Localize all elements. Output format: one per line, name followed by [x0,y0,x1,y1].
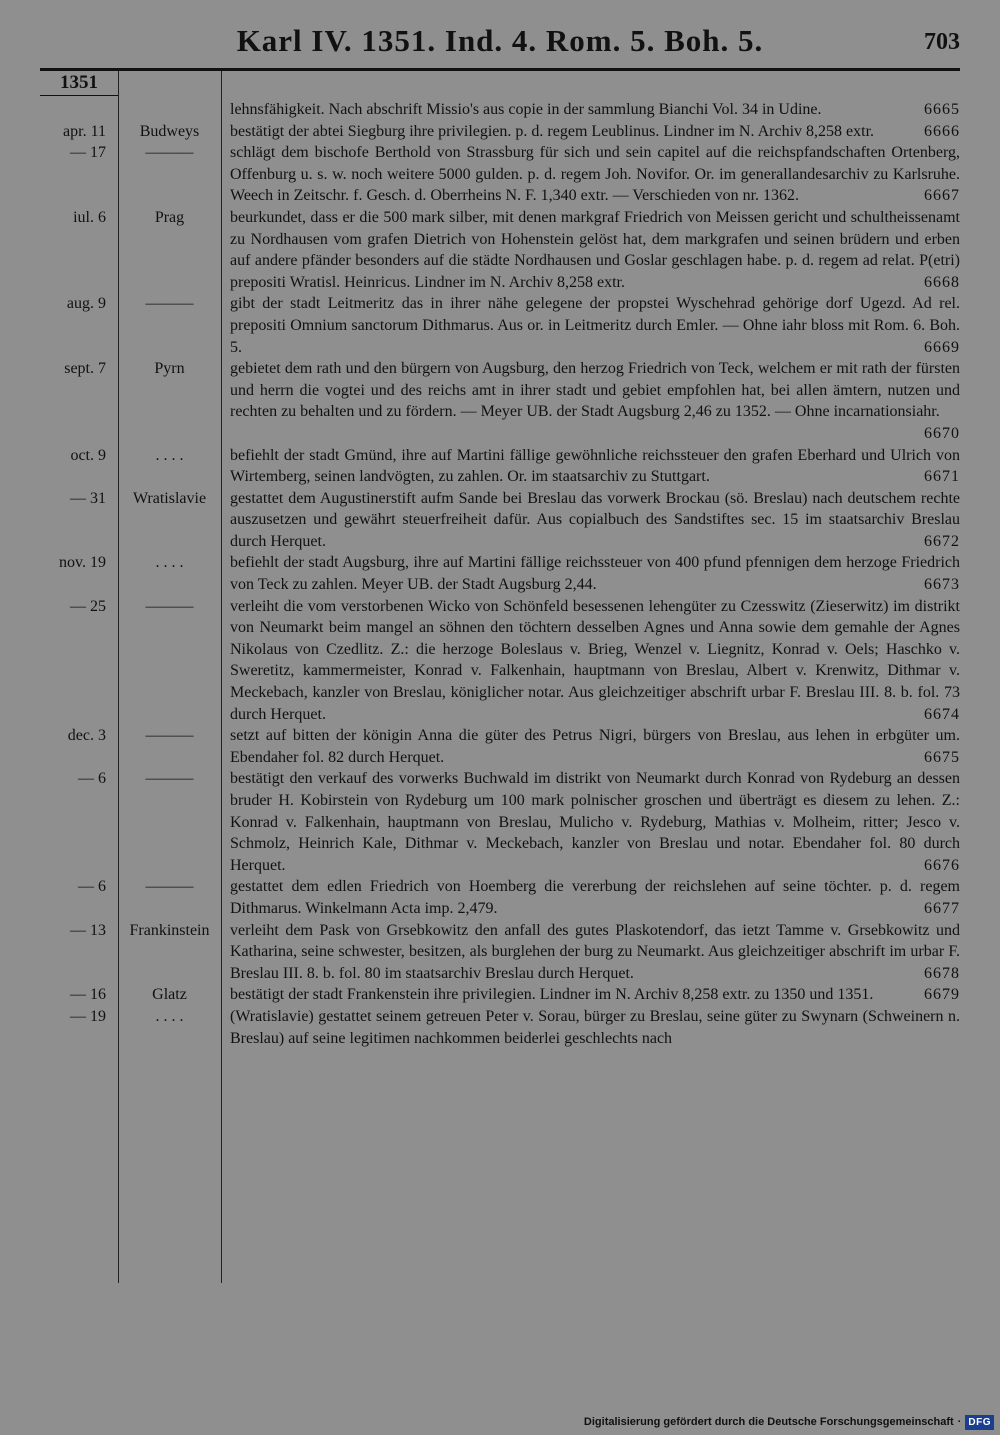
entry-date: nov. 19 [59,554,106,572]
entry-date: — 31 [70,489,106,507]
entry-number: 6673 [924,576,960,594]
entry-text-block [221,121,960,143]
entry-row [40,920,960,985]
entry-place: Prag [154,208,185,226]
entry-row [40,552,960,595]
page-header [40,22,960,62]
entry-row [40,142,960,207]
entry-date: — 13 [70,921,106,939]
entry-row [40,293,960,358]
entry-text-block [221,596,960,726]
entry-row [40,1006,960,1049]
entry-number: 6665 [924,101,960,118]
entry-text-block [221,99,960,121]
entry-text-block [221,768,960,876]
entry-number: 6675 [924,748,960,766]
entry-text: setzt auf bitten der königin Anna die güter des Petrus Nigri, bürgers von Breslau, aus lehen in erbgüter um. Ebendaher fol. 82 durch Herquet. [230,727,960,766]
entry-row [40,596,960,726]
entry-date: iul. 6 [73,208,106,226]
entry-number: 6670 [924,424,960,442]
entry-place: Pyrn [154,360,185,378]
dot-separator: · [957,1416,962,1428]
entry-place: ——— [145,144,194,162]
entry-text: beurkundet, dass er die 500 mark silber, mit denen markgraf Friedrich von Meissen gericht und schultheissenamt zu Nordhausen vom grafen Dietrich von Hohenstein gelöst hat, dem markgrafen und seinen brüdern und erben auf andere pfänder besonders auf die städte Nordhausen und Goslar geschlagen habe. p. d. regem ad relat. P(etri) prepositi Wratisl. Heinricus. Lindner im N. Archiv 8,258 extr. [230,208,960,291]
entry-number: 6669 [924,338,960,356]
entry-text: verleiht dem Pask von Grsebkowitz den anfall des gutes Plaskotendorf, das ietzt Tamme v. Grsebkowitz und Katharina, seine schwester, besitzen, als burglehen der burg zu Neumarkt. Aus gleichzeitiger abschrift im urbar F. Breslau III. 8. b. fol. 80 im staatsarchiv Breslau durch Herquet. [230,921,960,982]
entry-date: — 16 [70,986,106,1004]
year-label: 1351 [40,71,118,96]
entry-text: gestattet dem edlen Friedrich von Hoemberg die vererbung der reichslehen auf seine töchter. p. d. regem Dithmarus. Winkelmann Acta imp. 2,479. [230,878,960,917]
entry-date: apr. 11 [63,122,106,140]
entry-text-block [221,552,960,595]
entry-place: . . . . [155,446,184,464]
entry-number: 6672 [924,532,960,550]
dfg-logo-icon: DFG [965,1415,994,1430]
entry-number: 6677 [924,899,960,917]
entry-text: bestätigt den verkauf des vorwerks Buchwald im distrikt von Neumarkt durch Konrad von Rydeburg an dessen bruder H. Kobirstein von Rydeburg um 100 mark polnischer groschen und überträgt es diesem zu lehen. Z.: Konrad v. Falkenhain, hauptmann von Breslau, Mulicho v. Rydeburg, Mathias v. Molheim, ritter; Jesco v. Schmolz, Heinrich Kale, Dithmar v. Meckebach, kanzler von Breslau und notar. Ebendaher fol. 80 durch Herquet. [230,770,960,874]
page-number: 703 [924,29,960,55]
entry-text-block [221,358,960,444]
regesta-entries [40,99,960,1049]
entry-place: ——— [145,597,194,615]
entry-text-block [221,142,960,207]
entry-date: — 17 [70,144,106,162]
entry-text-block [221,876,960,919]
entry-place: . . . . [155,1007,184,1025]
entry-text-block [221,1006,960,1049]
header-rule [40,68,960,71]
entry-text-block [221,920,960,985]
entry-date: — 6 [78,878,106,896]
entry-row [40,768,960,876]
entry-text-block [221,725,960,768]
entry-number: 6674 [924,705,960,723]
entry-number: 6668 [924,273,960,291]
entry-number: 6666 [924,122,960,140]
entry-text-block [221,984,960,1006]
entry-number: 6679 [924,986,960,1004]
entry-text-block [221,293,960,358]
entry-date: sept. 7 [64,360,106,378]
entry-text: gebietet dem rath und den bürgern von Augsburg, den herzog Friedrich von Teck, welchem er mit rath der fürsten und herrn die vogtei und des reichs amt in ihrer stadt und gebiet empfohlen hat, bei allen ämtern, nutzen und rechten zu behalten und zu fördern. — Meyer UB. der Stadt Augsburg 2,46 zu 1352. — Ohne incarnationsiahr. [230,360,960,421]
entry-text: lehnsfähigkeit. Nach abschrift Missio's aus copie in der sammlung Bianchi Vol. 34 in Udine. [230,101,822,118]
entry-text-block [221,207,960,293]
entry-text: gestattet dem Augustinerstift aufm Sande bei Breslau das vorwerk Brockau (sö. Breslau) nach deutschem rechte auszusetzen und gewährt steuerfreiheit dafür. Aus copialbuch des Sandstiftes sec. 15 im staatsarchiv Breslau durch Herquet. [230,489,960,550]
entry-text: bestätigt der stadt Frankenstein ihre privilegien. Lindner im N. Archiv 8,258 extr. zu 1350 und 1351. [230,986,874,1004]
entry-text-block [221,488,960,553]
entry-text: verleiht die vom verstorbenen Wicko von Schönfeld besessenen lehengüter zu Czesswitz (Zieserwitz) im distrikt von Neumarkt beim mangel an söhnen den töchtern desselben Agnes und Anna sowie dem gemahle der Agnes Nikolaus von Czedlitz. Z.: die herzoge Boleslaus v. Brieg, Wenzel v. Liegnitz, Konrad v. Oels; Haschko v. Sweretitz, kammermeister, Konrad v. Falkenhain, hauptmann von Breslau, Albert v. Krenwitz, Dithmar v. Meckebach, kanzler von Breslau, königlicher notar. Aus gleichzeitiger abschrift urbar F. Breslau III. 8. b. fol. 73 durch Herquet. [230,597,960,723]
entry-text: (Wratislavie) gestattet seinem getreuen Peter v. Sorau, bürger zu Breslau, seine güter zu Swynarn (Schweinern n. Breslau) auf seine legitimen nachkommen beiderlei geschlechts nach [230,1007,960,1047]
entry-place: Budweys [139,122,200,140]
funding-note: Digitalisierung gefördert durch die Deutsche Forschungsgemeinschaft [583,1416,954,1428]
entry-date: — 6 [78,770,106,788]
entry-date: oct. 9 [70,446,106,464]
entry-row [40,488,960,553]
entry-date: dec. 3 [67,727,106,745]
entry-row [40,121,960,143]
running-title: Karl IV. 1351. Ind. 4. Rom. 5. Boh. 5. [236,23,764,58]
entry-text: schlägt dem bischofe Berthold von Strassburg für sich und sein capitel auf die reichspfandschaften Ortenberg, Offenburg u. s. w. noch weitere 5000 gulden. p. d. regem Joh. Novifor. Or. im generallandesarchiv zu Karlsruhe. Weech in Zeitschr. f. Gesch. d. Oberrheins N. F. 1,340 extr. — Verschieden von nr. 1362. [230,144,960,205]
entry-row [40,207,960,293]
entry-place: ——— [145,727,194,745]
entry-row [40,358,960,444]
entry-text: befiehlt der stadt Gmünd, ihre auf Martini fällige gewöhnliche reichssteuer den grafen Eberhard und Ulrich von Wirtemberg, seinen landvögten, zu zahlen. Or. im staatsarchiv zu Stuttgart. [230,446,960,486]
entry-place: Glatz [152,986,187,1004]
page-footer [584,1413,994,1431]
entry-row [40,725,960,768]
entry-date: — 25 [70,597,106,615]
entry-number: 6671 [924,468,960,486]
entry-date: — 19 [70,1007,106,1025]
entry-text: bestätigt der abtei Siegburg ihre privilegien. p. d. regem Leublinus. Lindner im N. Archiv 8,258 extr. [230,122,875,140]
entry-place: ——— [145,878,194,896]
entry-number: 6678 [924,964,960,982]
entry-row [40,984,960,1006]
entry-row [40,99,960,121]
entry-place: . . . . [155,554,184,572]
entry-number: 6676 [924,856,960,874]
entry-text-block [221,445,960,488]
entry-text: gibt der stadt Leitmeritz das in ihrer nähe gelegene der propstei Wyschehrad gehörige dorf Ugezd. Ad rel. prepositi Omnium sanctorum Dithmarus. Aus or. in Leitmeritz durch Emler. — Ohne iahr bloss mit Rom. 6. Boh. 5. [230,295,960,356]
entry-place: ——— [145,295,194,313]
entry-place: Frankinstein [129,921,210,939]
entry-row [40,876,960,919]
entry-place: ——— [145,770,194,788]
entry-number: 6667 [924,187,960,205]
entry-text: befiehlt der stadt Augsburg, ihre auf Martini fällige reichssteuer von 400 pfund pfennigen dem herzoge Friedrich von Teck zu zahlen. Meyer UB. der Stadt Augsburg 2,44. [230,554,960,594]
entry-row [40,445,960,488]
entry-place: Wratislavie [132,489,207,507]
entry-date: aug. 9 [66,295,106,313]
